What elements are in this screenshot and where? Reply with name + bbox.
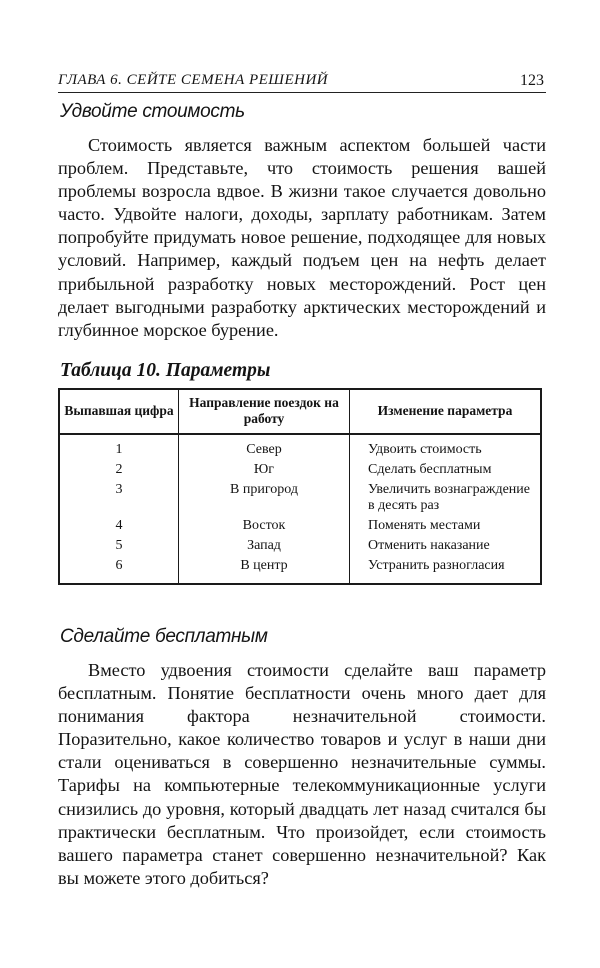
cell-change: Поменять местами bbox=[350, 516, 542, 536]
table-row bbox=[59, 556, 541, 584]
cell-digit: 4 bbox=[59, 516, 179, 536]
table-row bbox=[59, 480, 541, 516]
cell-change: Устранить разногласия bbox=[350, 556, 542, 584]
header-change: Изменение параметра bbox=[350, 389, 542, 434]
cell-digit: 2 bbox=[59, 460, 179, 480]
section-title-double-cost: Удвойте стоимость bbox=[60, 101, 245, 122]
cell-direction: Восток bbox=[179, 516, 350, 536]
cell-direction: В центр bbox=[179, 556, 350, 584]
cell-digit: 3 bbox=[59, 480, 179, 516]
cell-change: Отменить наказание bbox=[350, 536, 542, 556]
table-row bbox=[59, 516, 541, 536]
cell-digit: 5 bbox=[59, 536, 179, 556]
table-caption: Таблица 10. Параметры bbox=[60, 360, 271, 381]
section-paragraph-make-free: Вместо удвоения стоимости сделайте ваш параметр бесплатным. Понятие бесплатности очень много дает для понимания фактора незначительной стоимости. Поразительно, какое количество товаров и услуг в наши дни стали оцениваться в совершенно незначительные суммы. Тарифы на компьютерные телекоммуникационные услуги снизились до уровня, который двадцать лет назад считался бы практически бесплатным. Что произойдет, если стоимость вашего параметра станет совершенно незначительной? Как вы можете этого добиться? bbox=[58, 660, 546, 888]
header-direction: Направление поездок на работу bbox=[179, 389, 350, 434]
table-row bbox=[59, 434, 541, 460]
cell-direction: Запад bbox=[179, 536, 350, 556]
page-header bbox=[58, 70, 546, 93]
section-paragraph-double-cost: Стоимость является важным аспектом большей части проблем. Представьте, что стоимость решения вашей проблемы возросла вдвое. В жизни такое случается довольно часто. Удвойте налоги, доходы, зарплату работникам. Затем попробуйте придумать новое решение, подходящее для новых условий. Например, каждый подъем цен на нефть делает прибыльной разработку новых месторождений. Рост цен делает выгодными разработку арктических месторождений и глубинное морское бурение. bbox=[58, 135, 546, 340]
cell-digit: 1 bbox=[59, 434, 179, 460]
parameters-table bbox=[58, 388, 542, 585]
cell-change: Удвоить стоимость bbox=[350, 434, 542, 460]
cell-direction: Юг bbox=[179, 460, 350, 480]
table-row bbox=[59, 460, 541, 480]
table-header-row bbox=[59, 389, 541, 434]
cell-change: Сделать бесплатным bbox=[350, 460, 542, 480]
cell-digit: 6 bbox=[59, 556, 179, 584]
cell-direction: Север bbox=[179, 434, 350, 460]
table-row bbox=[59, 536, 541, 556]
section-title-make-free: Сделайте бесплатным bbox=[60, 626, 268, 647]
header-digit: Выпавшая цифра bbox=[59, 389, 179, 434]
running-head: ГЛАВА 6. СЕЙТЕ СЕМЕНА РЕШЕНИЙ bbox=[58, 72, 329, 88]
cell-direction: В пригород bbox=[179, 480, 350, 516]
cell-change: Увеличить вознаграждение в десять раз bbox=[350, 480, 542, 516]
page-number: 123 bbox=[520, 72, 544, 89]
